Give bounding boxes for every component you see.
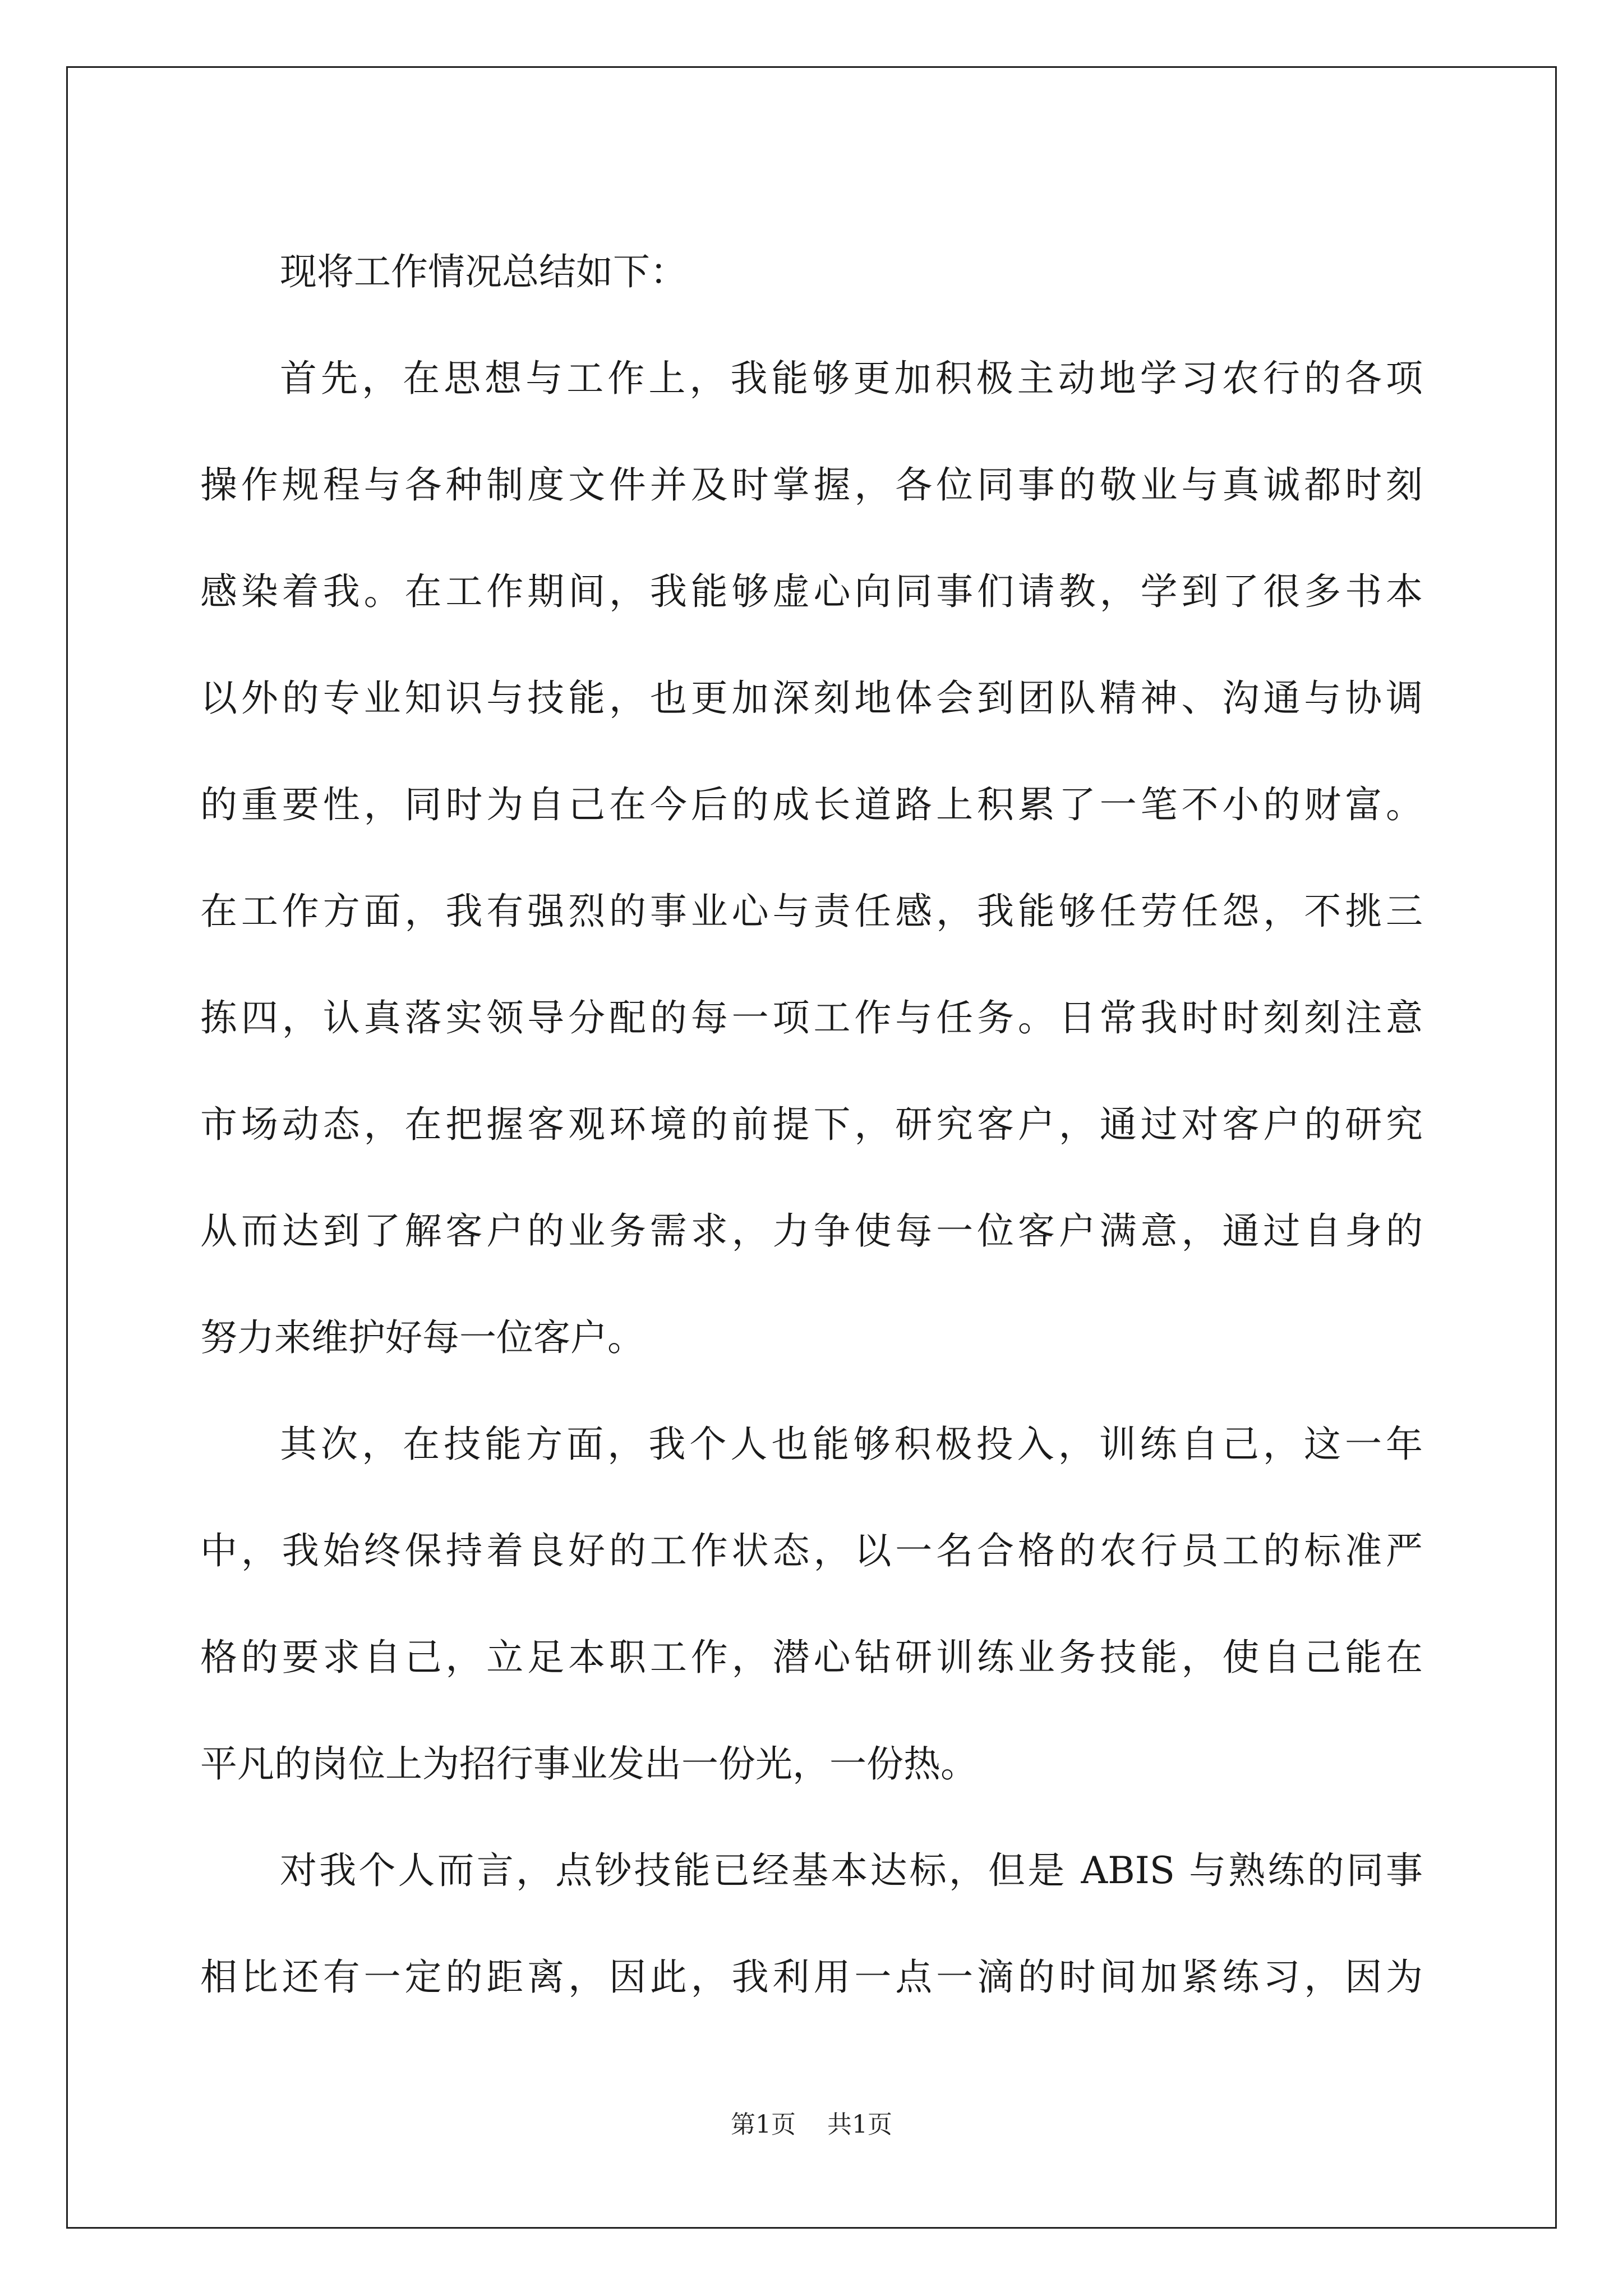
- text-line: 以外的专业知识与技能，也更加深刻地体会到团队精神、沟通与协调: [200, 677, 1423, 720]
- text-line: 首先，在思想与工作上，我能够更加积极主动地学习农行的各项: [280, 357, 1423, 400]
- text-line: 在工作方面，我有强烈的事业心与责任感，我能够任劳任怨，不挑三: [200, 890, 1423, 933]
- text-line: 现将工作情况总结如下：: [280, 250, 687, 293]
- document-body: [200, 219, 1423, 2031]
- text-line: 对我个人而言，点钞技能已经基本达标，但是 ABIS 与熟练的同事: [280, 1849, 1423, 1892]
- text-line: 相比还有一定的距离，因此，我利用一点一滴的时间加紧练习，因为: [200, 1955, 1423, 1999]
- page-number: 第1页: [731, 2110, 796, 2139]
- page-footer: [0, 2108, 1623, 2142]
- text-line: 其次，在技能方面，我个人也能够积极投入，训练自己，这一年: [280, 1423, 1423, 1466]
- text-line: 格的要求自己，立足本职工作，潜心钻研训练业务技能，使自己能在: [200, 1636, 1423, 1679]
- page-count: 共1页: [827, 2110, 892, 2139]
- text-line: 市场动态，在把握客观环境的前提下，研究客户，通过对客户的研究: [200, 1103, 1423, 1146]
- text-line: 感染着我。在工作期间，我能够虚心向同事们请教，学到了很多书本: [200, 570, 1423, 613]
- text-line: 努力来维护好每一位客户。: [200, 1316, 644, 1359]
- text-line: 的重要性，同时为自己在今后的成长道路上积累了一笔不小的财富。: [200, 783, 1423, 826]
- text-line: 中，我始终保持着良好的工作状态，以一名合格的农行员工的标准严: [200, 1529, 1423, 1572]
- text-line: 平凡的岗位上为招行事业发出一份光，一份热。: [200, 1742, 978, 1786]
- text-line: 从而达到了解客户的业务需求，力争使每一位客户满意，通过自身的: [200, 1209, 1423, 1253]
- text-line: 操作规程与各种制度文件并及时掌握，各位同事的敬业与真诚都时刻: [200, 463, 1423, 507]
- text-line: 拣四，认真落实领导分配的每一项工作与任务。日常我时时刻刻注意: [200, 996, 1423, 1039]
